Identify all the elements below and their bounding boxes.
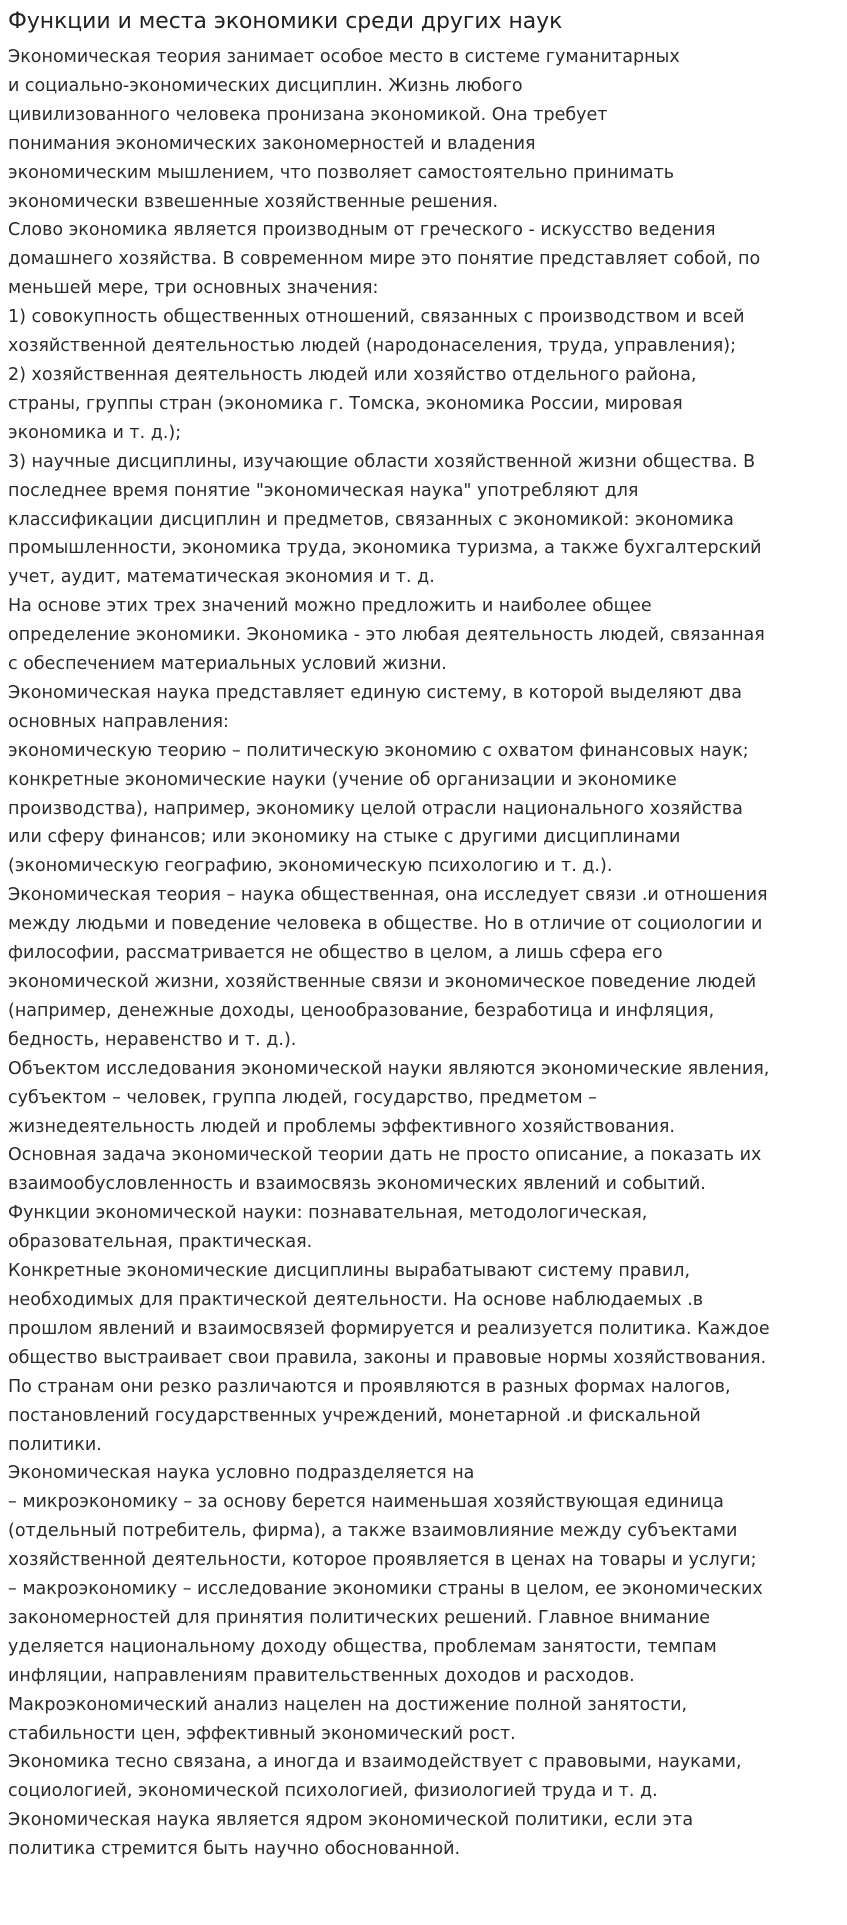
text-line: жизнедеятельность людей и проблемы эффективного хозяйствования. — [8, 1116, 675, 1137]
text-line: Экономика тесно связана, а иногда и взаимодействует с правовыми, науками, — [8, 1752, 742, 1773]
text-line: философии, рассматривается не общество в целом, а лишь сфера его — [8, 943, 663, 964]
text-line: субъектом – человек, группа людей, государство, предметом – — [8, 1087, 597, 1108]
text-line: прошлом явлений и взаимосвязей формируется и реализуется политика. Каждое — [8, 1318, 770, 1339]
text-line: (например, денежные доходы, ценообразование, безработица и инфляция, — [8, 1000, 715, 1021]
text-line: 1) совокупность общественных отношений, связанных с производством и всей — [8, 307, 745, 328]
text-line: взаимообусловленность и взаимосвязь экономических явлений и событий. — [8, 1174, 706, 1195]
text-line: общество выстраивает свои правила, законы и правовые нормы хозяйствования. — [8, 1347, 767, 1368]
text-line: понимания экономических закономерностей и владения — [8, 133, 536, 154]
text-line: экономической жизни, хозяйственные связи и экономическое поведение людей — [8, 972, 757, 992]
text-line: Экономическая наука является ядром экономической политики, если эта — [8, 1810, 694, 1831]
text-line: производства), например, экономику целой отрасли национального хозяйства — [8, 798, 743, 819]
text-line: Основная задача экономической теории дать не просто описание, а показать их — [8, 1145, 762, 1166]
text-line: страны, группы стран (экономика г. Томска, экономика России, мировая — [8, 393, 683, 414]
text-line: учет, аудит, математическая экономия и т. д. — [8, 567, 435, 588]
text-line: Экономическая теория – наука общественная, она исследует связи .и отношения — [8, 885, 768, 906]
text-line: или сферу финансов; или экономику на стыке с другими дисциплинами — [8, 827, 681, 848]
text-line: домашнего хозяйства. В современном мире это понятие представляет собой, по — [8, 249, 761, 270]
text-line: Объектом исследования экономической науки являются экономические явления, — [8, 1058, 770, 1079]
text-line: Экономическая теория занимает особое место в системе гуманитарных — [8, 47, 680, 67]
text-line: хозяйственной деятельностью людей (народонаселения, труда, управления); — [8, 336, 736, 357]
text-line: Экономическая наука условно подразделяется на — [8, 1463, 475, 1484]
text-line: экономическую теорию – политическую экономию с охватом финансовых наук; — [8, 740, 749, 761]
text-line: стабильности цен, эффективный экономический рост. — [8, 1723, 516, 1744]
text-line: хозяйственной деятельности, которое проявляется в ценах на товары и услуги; — [8, 1550, 757, 1571]
body-text — [8, 43, 847, 1864]
text-line: Слово экономика является производным от греческого - искусство ведения — [8, 220, 716, 241]
text-line: экономически взвешенные хозяйственные решения. — [8, 191, 499, 212]
text-line: социологией, экономической психологией, физиологией труда и т. д. — [8, 1781, 658, 1802]
text-line: (экономическую географию, экономическую психологию и т. д.). — [8, 856, 613, 877]
text-line: между людьми и поведение человека в обществе. Но в отличие от социологии и — [8, 914, 763, 935]
text-line: (отдельный потребитель, фирма), а также взаимовлияние между субъектами — [8, 1521, 738, 1542]
text-line: Конкретные экономические дисциплины вырабатывают систему правил, — [8, 1261, 691, 1282]
text-line: инфляции, направлениям правительственных доходов и расходов. — [8, 1665, 635, 1686]
text-line: цивилизованного человека пронизана экономикой. Она требует — [8, 104, 608, 125]
text-line: конкретные экономические науки (учение об организации и экономике — [8, 769, 677, 790]
text-line: политика стремится быть научно обоснованной. — [8, 1839, 461, 1860]
text-line: 3) научные дисциплины, изучающие области хозяйственной жизни общества. В — [8, 451, 756, 472]
text-line: На основе этих трех значений можно предложить и наиболее общее — [8, 596, 652, 617]
text-line: закономерностей для принятия политических решений. Главное внимание — [8, 1607, 710, 1628]
text-line: По странам они резко различаются и проявляются в разных формах налогов, — [8, 1376, 731, 1397]
text-line: – макроэкономику – исследование экономики страны в целом, ее экономических — [8, 1579, 763, 1600]
text-line: с обеспечением материальных условий жизни. — [8, 654, 447, 675]
text-line: экономическим мышлением, что позволяет самостоятельно принимать — [8, 162, 675, 183]
text-line: бедность, неравенство и т. д.). — [8, 1029, 297, 1050]
text-line: постановлений государственных учреждений, монетарной .и фискальной — [8, 1405, 701, 1426]
text-line: Функции экономической науки: познавательная, методологическая, — [8, 1203, 648, 1224]
text-line: – микроэкономику – за основу берется наименьшая хозяйствующая единица — [8, 1492, 724, 1513]
text-line: необходимых для практической деятельности. На основе наблюдаемых .в — [8, 1289, 704, 1310]
text-line: Экономическая наука представляет единую систему, в которой выделяют два — [8, 682, 742, 703]
text-line: основных направления: — [8, 711, 229, 732]
text-line: Макроэкономический анализ нацелен на достижение полной занятости, — [8, 1694, 688, 1715]
text-line: меньшей мере, три основных значения: — [8, 278, 379, 299]
text-line: политики. — [8, 1434, 102, 1455]
text-line: промышленности, экономика труда, экономика туризма, а также бухгалтерский — [8, 538, 762, 559]
text-line: классификации дисциплин и предметов, связанных с экономикой: экономика — [8, 509, 734, 530]
page-title: Функции и места экономики среди других наук — [8, 9, 563, 34]
text-line: уделяется национальному доходу общества, проблемам занятости, темпам — [8, 1636, 717, 1657]
text-line: определение экономики. Экономика - это любая деятельность людей, связанная — [8, 625, 765, 646]
text-line: последнее время понятие "экономическая наука" употребляют для — [8, 480, 639, 501]
text-line: и социально-экономических дисциплин. Жизнь любого — [8, 75, 523, 96]
text-line: 2) хозяйственная деятельность людей или хозяйство отдельного района, — [8, 364, 697, 385]
text-line: экономика и т. д.); — [8, 422, 182, 443]
text-line: образовательная, практическая. — [8, 1232, 313, 1253]
